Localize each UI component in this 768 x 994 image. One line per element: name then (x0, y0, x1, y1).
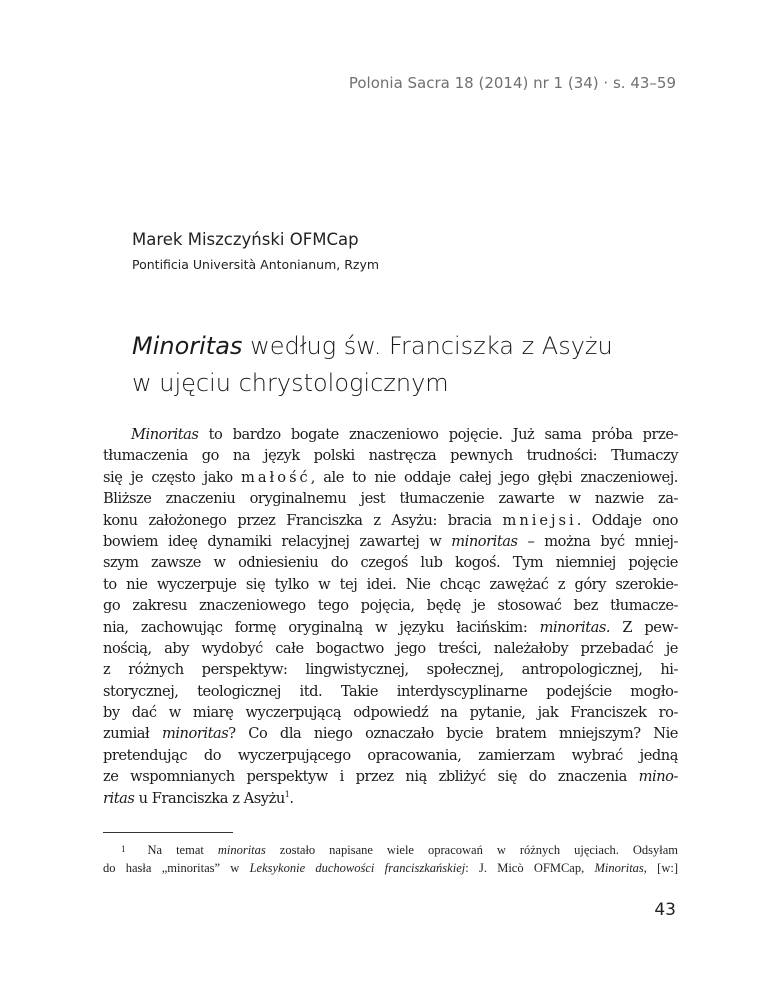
body-text: ze wspomnianych perspektyw i przez nią zbliżyć się do znaczenia (103, 768, 639, 786)
body-spaced: małość (241, 468, 311, 486)
body-text: bowiem ideę dynamiki relacyjnej zawartej w (103, 532, 452, 550)
body-line (103, 723, 678, 744)
body-line: Bliższe znaczeniu oryginalnemu jest tłumaczenie zawarte w nazwie za- (103, 490, 678, 508)
body-line: pretendując do wyczerpującego opracowania, zamierzam wybrać jedną (103, 746, 678, 764)
footnote (103, 840, 678, 878)
body-text: Z pew- (610, 618, 678, 636)
footnote-divider (103, 832, 233, 833)
body-line: go zakresu znaczeniowego tego pojęcia, będę je stosować bez tłumacze- (103, 597, 678, 615)
body-text: się je często jako (103, 468, 242, 486)
footnote-text: Na temat (147, 843, 218, 857)
footnote-number: 1 (121, 844, 126, 854)
page-number: 43 (654, 900, 676, 920)
body-line: tłumaczenia go na język polski nastręcza pewnych trudności: Tłumaczy (103, 447, 678, 465)
body-italic: ritas (103, 789, 135, 807)
footnote-reference[interactable]: 1 (284, 789, 290, 799)
body-line (103, 467, 678, 488)
title-line-2: w ujęciu chrystologicznym (132, 369, 449, 397)
footnote-text: do hasła „minoritas” w (103, 861, 250, 875)
running-head: Polonia Sacra 18 (2014) nr 1 (34) · s. 43–59 (348, 74, 676, 92)
author-affiliation: Pontificia Università Antonianum, Rzym (132, 257, 380, 272)
body-line: by dać w miarę wyczerpującą odpowiedź na pytanie, jak Franciszek ro- (103, 704, 678, 722)
body-line: storycznej, teologicznej itd. Takie interdyscyplinarne podejście mogło- (103, 682, 678, 700)
body-line (103, 766, 678, 787)
footnote-text: : J. Micò OFMCap, (465, 861, 595, 875)
body-text: , ale to nie oddaje całej jego głębi znaczeniowej. (310, 468, 678, 486)
title-italic: Minoritas (132, 332, 243, 360)
footnote-text: , [w:] (643, 861, 679, 875)
body-italic: minoritas (161, 725, 229, 743)
footnote-line (103, 859, 678, 878)
footnote-italic: minoritas (217, 843, 266, 857)
article-title (132, 328, 692, 402)
title-line-1-rest: według św. Franciszka z Asyżu (242, 332, 613, 360)
footnote-line (103, 840, 678, 859)
footnote-italic: Minoritas (594, 861, 644, 875)
body-italic: minoritas (451, 532, 518, 550)
body-italic: Minoritas (131, 426, 199, 443)
body-text: konu założonego przez Franciszka z Asyżu: bracia (103, 511, 503, 529)
body-spaced: mniejsi (502, 511, 577, 529)
body-line: nością, aby wydobyć całe bogactwo jego treści, należałoby przebadać je (103, 639, 678, 657)
body-text: – można być mniej- (517, 532, 678, 550)
body-paragraph (103, 424, 678, 809)
body-text: nia, zachowując formę oryginalną w języku łacińskim: (103, 618, 540, 636)
footnote-text: zostało napisane wiele opracowań w różnych ujęciach. Odsyłam (265, 843, 678, 857)
footnote-italic: Leksykonie duchowości franciszkańskiej (249, 861, 466, 875)
body-line (103, 788, 678, 809)
body-line: z różnych perspektyw: lingwistycznej, społecznej, antropologicznej, hi- (103, 661, 678, 679)
title-line-1 (132, 328, 692, 365)
body-text: zumiał (103, 725, 162, 743)
body-line (103, 510, 678, 531)
body-text: u Franciszka z Asyżu (134, 789, 285, 807)
body-italic: mino- (638, 768, 678, 786)
author-name: Marek Miszczyński OFMCap (132, 230, 359, 249)
body-line: szym zawsze w odniesieniu do czegoś lub kogoś. Tym niemniej pojęcie (103, 554, 678, 572)
body-text: ? Co dla niego oznaczało bycie bratem mniejszym? Nie (228, 725, 678, 743)
body-line: to nie wyczerpuje się tylko w tej idei. Nie chcąc zawężać z góry szerokie- (103, 575, 678, 593)
body-line (103, 424, 678, 445)
body-text: to bardzo bogate znaczeniowo pojęcie. Już sama próba prze- (198, 426, 678, 443)
body-italic: minoritas. (539, 618, 611, 636)
body-text: . (289, 789, 294, 807)
body-text: . Oddaje ono (576, 511, 678, 529)
body-line (103, 617, 678, 638)
body-line (103, 531, 678, 552)
